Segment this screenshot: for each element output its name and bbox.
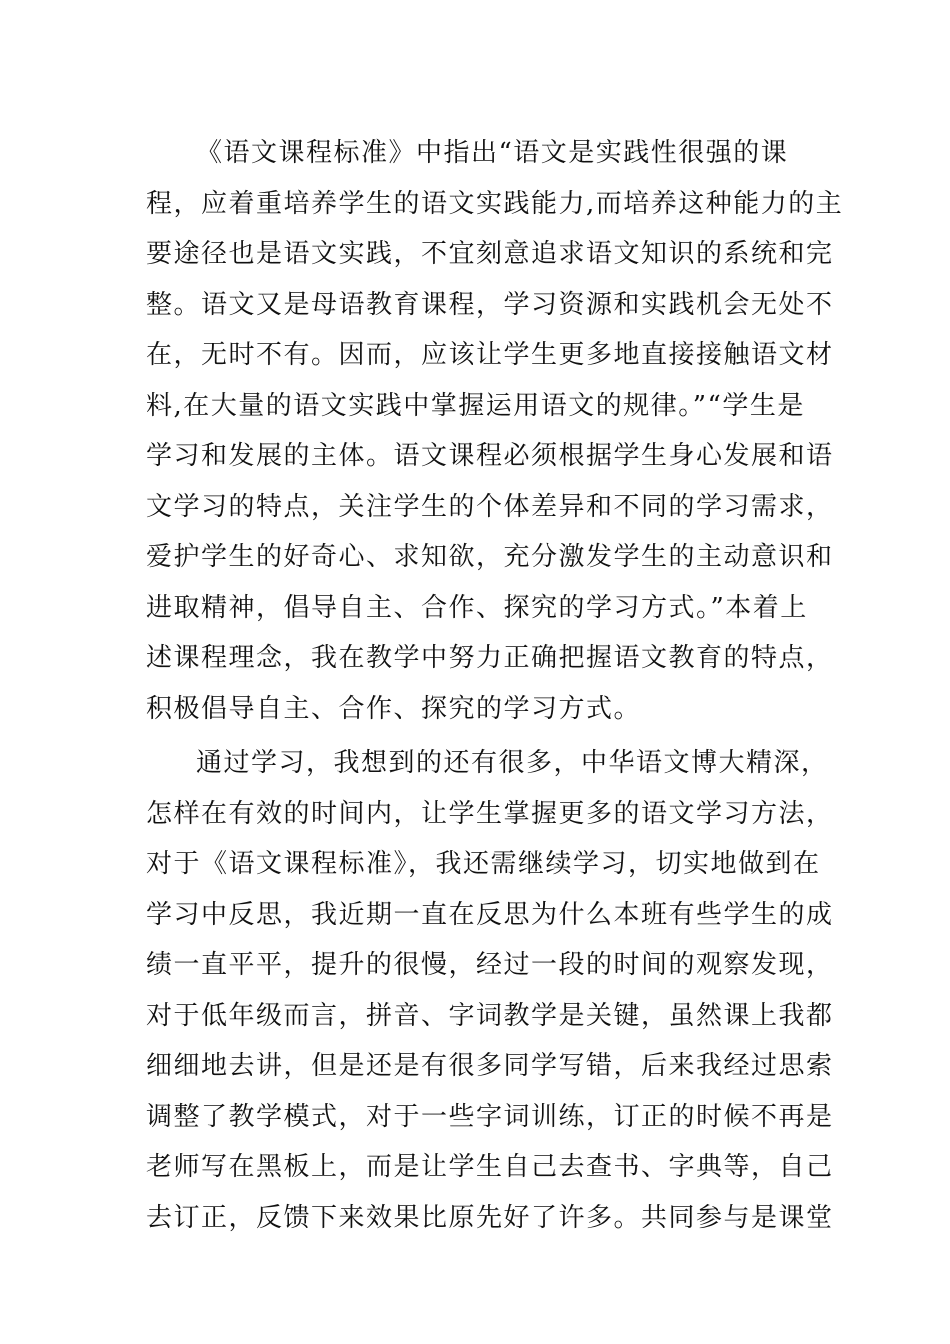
paragraph-line: 积极倡导自主、合作、探究的学习方式。 xyxy=(146,693,642,724)
paragraph-line: 学习中反思，我近期一直在反思为什么本班有些学生的成 xyxy=(146,899,834,930)
paragraph-line: 学习和发展的主体。语文课程必须根据学生身心发展和语 xyxy=(146,441,834,471)
paragraph-line: 整。语文又是母语教育课程，学习资源和实践机会无处不 xyxy=(146,289,834,320)
paragraph-line: 述课程理念，我在教学中努力正确把握语文教育的特点， xyxy=(146,643,834,673)
paragraph-2 xyxy=(146,738,834,1243)
paragraph-line: 去订正，反馈下来效果比原先好了许多。共同参与是课堂 xyxy=(146,1202,834,1233)
paragraph-line: 绩一直平平，提升的很慢，经过一段的时间的观察发现， xyxy=(146,950,834,980)
paragraph-line: 在，无时不有。因而，应该让学生更多地直接接触语文材 xyxy=(146,340,834,370)
paragraph-line: 调整了教学模式，对于一些字词训练，订正的时候不再是 xyxy=(146,1101,834,1132)
paragraph-line: 料,在大量的语文实践中掌握运用语文的规律。”“学生是 xyxy=(146,390,805,421)
paragraph-line: 要途径也是语文实践，不宜刻意追求语文知识的系统和完 xyxy=(146,239,834,269)
paragraph-1 xyxy=(146,128,844,734)
paragraph-line: 怎样在有效的时间内，让学生掌握更多的语文学习方法， xyxy=(146,798,834,829)
paragraph-line: 对于《语文课程标准》，我还需继续学习，切实地做到在 xyxy=(146,849,821,879)
paragraph-line: 细细地去讲，但是还是有很多同学写错，后来我经过思索 xyxy=(146,1051,834,1081)
paragraph-line: 程，应着重培养学生的语文实践能力,而培养这种能力的主 xyxy=(146,188,844,219)
paragraph-line: 文学习的特点，关注学生的个体差异和不同的学习需求， xyxy=(146,491,834,522)
paragraph-line: 对于低年级而言，拼音、字词教学是关键，虽然课上我都 xyxy=(146,1000,834,1031)
paragraph-line: 老师写在黑板上，而是让学生自己去查书、字典等，自己 xyxy=(146,1152,834,1182)
paragraph-line: 《语文课程标准》中指出“语文是实践性很强的课 xyxy=(196,138,789,168)
document-body xyxy=(146,128,844,1243)
paragraph-line: 进取精神，倡导自主、合作、探究的学习方式。”本着上 xyxy=(146,592,808,623)
paragraph-line: 爱护学生的好奇心、求知欲，充分激发学生的主动意识和 xyxy=(146,542,834,572)
paragraph-line: 通过学习，我想到的还有很多，中华语文博大精深， xyxy=(196,748,829,778)
